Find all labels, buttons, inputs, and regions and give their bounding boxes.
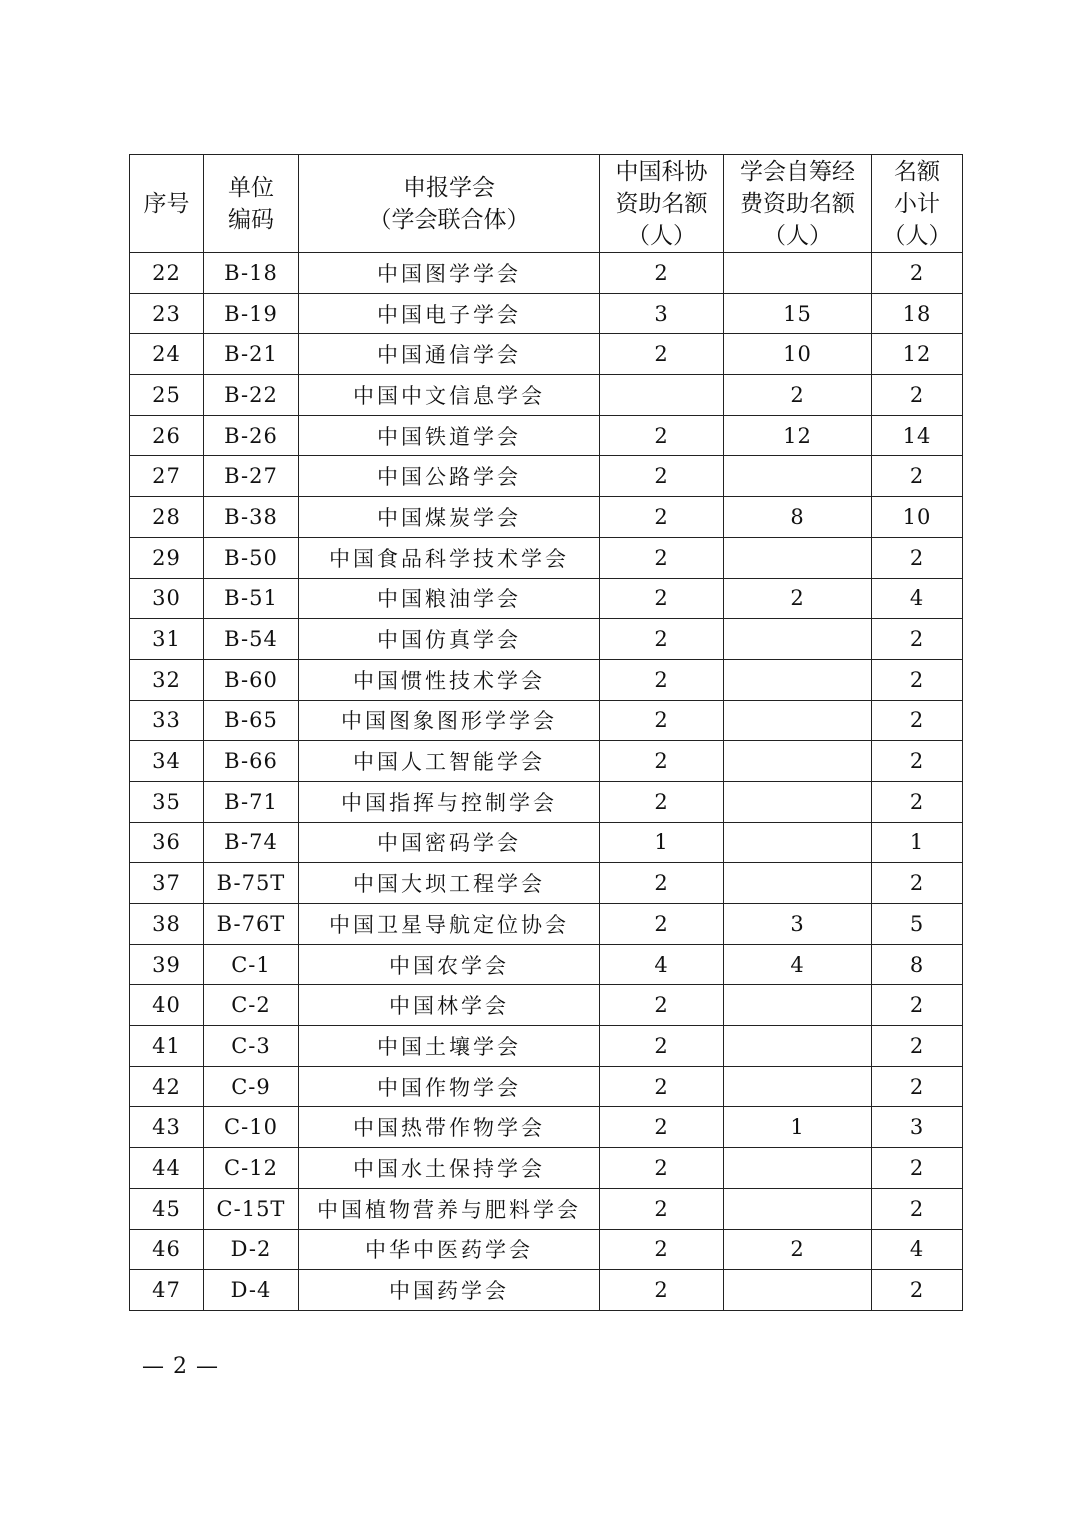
cell-self-funded-quota [724,456,872,497]
cell-cast-funded-quota: 2 [600,700,724,741]
cell-cast-funded-quota: 2 [600,1066,724,1107]
cell-seq: 44 [130,1148,204,1189]
cell-unit-code: B-50 [204,537,299,578]
cell-society-name: 中国惯性技术学会 [299,659,600,700]
cell-self-funded-quota [724,1066,872,1107]
cell-seq: 34 [130,741,204,782]
table-row [130,537,963,578]
cell-society-name: 中国药学会 [299,1270,600,1311]
cell-unit-code: C-1 [204,944,299,985]
header-line: （人） [882,222,952,249]
cell-seq: 39 [130,944,204,985]
table-row [130,578,963,619]
cell-unit-code: B-60 [204,659,299,700]
cell-self-funded-quota [724,537,872,578]
cell-unit-code: B-75T [204,863,299,904]
cell-seq: 42 [130,1066,204,1107]
cell-self-funded-quota [724,1188,872,1229]
table-row [130,904,963,945]
cell-society-name: 中国电子学会 [299,293,600,334]
cell-unit-code: C-12 [204,1148,299,1189]
cell-cast-funded-quota: 2 [600,741,724,782]
cell-seq: 24 [130,334,204,375]
cell-society-name: 中国作物学会 [299,1066,600,1107]
cell-unit-code: B-22 [204,375,299,416]
header-line: 小计 [894,190,940,217]
cell-self-funded-quota [724,1026,872,1067]
cell-subtotal: 4 [872,578,963,619]
cell-seq: 22 [130,253,204,294]
cell-self-funded-quota: 12 [724,415,872,456]
cell-society-name: 中国图象图形学学会 [299,700,600,741]
cell-self-funded-quota [724,741,872,782]
cell-society-name: 中国公路学会 [299,456,600,497]
header-self-funded-quota [724,155,872,253]
cell-self-funded-quota: 4 [724,944,872,985]
cell-society-name: 中国人工智能学会 [299,741,600,782]
cell-subtotal: 3 [872,1107,963,1148]
header-unit-code [204,155,299,253]
cell-society-name: 中国热带作物学会 [299,1107,600,1148]
table-row [130,741,963,782]
cell-society-name: 中国林学会 [299,985,600,1026]
cell-society-name: 中国植物营养与肥料学会 [299,1188,600,1229]
cell-society-name: 中国水土保持学会 [299,1148,600,1189]
cell-self-funded-quota: 2 [724,578,872,619]
cell-seq: 27 [130,456,204,497]
table-row [130,700,963,741]
cell-subtotal: 2 [872,456,963,497]
table-row [130,1026,963,1067]
cell-subtotal: 1 [872,822,963,863]
cell-seq: 30 [130,578,204,619]
cell-society-name: 中国大坝工程学会 [299,863,600,904]
cell-self-funded-quota [724,619,872,660]
cell-seq: 33 [130,700,204,741]
cell-cast-funded-quota: 2 [600,619,724,660]
cell-seq: 28 [130,497,204,538]
cell-cast-funded-quota: 1 [600,822,724,863]
cell-self-funded-quota: 3 [724,904,872,945]
table-row [130,456,963,497]
cell-society-name: 中国密码学会 [299,822,600,863]
page-number: — 2 — [142,1354,219,1379]
cell-self-funded-quota: 2 [724,375,872,416]
cell-subtotal: 8 [872,944,963,985]
cell-self-funded-quota: 8 [724,497,872,538]
cell-seq: 46 [130,1229,204,1270]
cell-unit-code: C-10 [204,1107,299,1148]
cell-subtotal: 2 [872,659,963,700]
cell-self-funded-quota [724,781,872,822]
cell-subtotal: 2 [872,781,963,822]
table-row [130,659,963,700]
cell-cast-funded-quota: 2 [600,863,724,904]
cell-cast-funded-quota: 2 [600,659,724,700]
table-row [130,944,963,985]
table-row [130,1188,963,1229]
cell-unit-code: C-9 [204,1066,299,1107]
table-body [130,253,963,1311]
cell-seq: 45 [130,1188,204,1229]
cell-seq: 36 [130,822,204,863]
cell-self-funded-quota: 10 [724,334,872,375]
cell-self-funded-quota [724,1148,872,1189]
cell-unit-code: C-3 [204,1026,299,1067]
cell-cast-funded-quota: 2 [600,537,724,578]
cell-unit-code: B-65 [204,700,299,741]
cell-seq: 29 [130,537,204,578]
cell-self-funded-quota [724,700,872,741]
table-row [130,619,963,660]
cell-society-name: 中国中文信息学会 [299,375,600,416]
cell-unit-code: B-76T [204,904,299,945]
cell-subtotal: 10 [872,497,963,538]
cell-society-name: 中国图学学会 [299,253,600,294]
cell-society-name: 中国卫星导航定位协会 [299,904,600,945]
cell-self-funded-quota [724,659,872,700]
quota-table [129,154,963,1311]
cell-society-name: 中国煤炭学会 [299,497,600,538]
cell-cast-funded-quota: 2 [600,781,724,822]
cell-self-funded-quota: 1 [724,1107,872,1148]
cell-society-name: 中国土壤学会 [299,1026,600,1067]
cell-subtotal: 2 [872,1270,963,1311]
cell-cast-funded-quota: 2 [600,1148,724,1189]
cell-seq: 37 [130,863,204,904]
cell-society-name: 中国仿真学会 [299,619,600,660]
header-line: 资助名额 [615,190,708,217]
header-line: （人） [627,222,696,249]
cell-cast-funded-quota: 2 [600,456,724,497]
cell-subtotal: 5 [872,904,963,945]
cell-unit-code: B-27 [204,456,299,497]
cell-society-name: 中国指挥与控制学会 [299,781,600,822]
cell-unit-code: B-74 [204,822,299,863]
cell-seq: 41 [130,1026,204,1067]
cell-society-name: 中国农学会 [299,944,600,985]
table-row [130,253,963,294]
cell-cast-funded-quota: 2 [600,985,724,1026]
cell-subtotal: 2 [872,619,963,660]
header-cast-funded-quota [600,155,724,253]
cell-cast-funded-quota: 2 [600,1229,724,1270]
table-row [130,497,963,538]
cell-cast-funded-quota: 2 [600,1107,724,1148]
cell-seq: 31 [130,619,204,660]
cell-society-name: 中国铁道学会 [299,415,600,456]
table-row [130,334,963,375]
cell-society-name: 中国粮油学会 [299,578,600,619]
cell-seq: 43 [130,1107,204,1148]
cell-subtotal: 2 [872,1026,963,1067]
cell-unit-code: D-2 [204,1229,299,1270]
cell-cast-funded-quota: 4 [600,944,724,985]
cell-subtotal: 4 [872,1229,963,1270]
header-line: （人） [763,222,832,249]
cell-seq: 35 [130,781,204,822]
table-row [130,985,963,1026]
cell-unit-code: B-21 [204,334,299,375]
cell-unit-code: C-15T [204,1188,299,1229]
cell-subtotal: 2 [872,741,963,782]
table-row [130,375,963,416]
cell-subtotal: 2 [872,1148,963,1189]
cell-unit-code: B-19 [204,293,299,334]
table-header-row [130,155,963,253]
table-row [130,1066,963,1107]
cell-unit-code: B-26 [204,415,299,456]
cell-cast-funded-quota: 3 [600,293,724,334]
cell-subtotal: 2 [872,985,963,1026]
cell-unit-code: B-71 [204,781,299,822]
cell-subtotal: 2 [872,1188,963,1229]
table-row [130,293,963,334]
table-row [130,1270,963,1311]
cell-seq: 32 [130,659,204,700]
cell-cast-funded-quota: 2 [600,1270,724,1311]
cell-society-name: 中华中医药学会 [299,1229,600,1270]
cell-unit-code: B-51 [204,578,299,619]
cell-cast-funded-quota: 2 [600,253,724,294]
header-line: 学会自筹经 [740,158,855,185]
cell-society-name: 中国通信学会 [299,334,600,375]
cell-subtotal: 18 [872,293,963,334]
cell-seq: 47 [130,1270,204,1311]
cell-subtotal: 2 [872,375,963,416]
header-line: 中国科协 [615,158,708,185]
cell-self-funded-quota: 2 [724,1229,872,1270]
cell-cast-funded-quota [600,375,724,416]
table-row [130,1148,963,1189]
cell-self-funded-quota [724,253,872,294]
cell-unit-code: B-66 [204,741,299,782]
cell-unit-code: B-18 [204,253,299,294]
cell-cast-funded-quota: 2 [600,334,724,375]
cell-cast-funded-quota: 2 [600,1188,724,1229]
header-seq [130,155,204,253]
cell-self-funded-quota [724,985,872,1026]
header-line: 费资助名额 [740,190,855,217]
table-row [130,1229,963,1270]
cell-unit-code: D-4 [204,1270,299,1311]
cell-cast-funded-quota: 2 [600,497,724,538]
header-line: 编码 [228,206,274,233]
header-line: 名额 [894,158,940,185]
cell-subtotal: 2 [872,253,963,294]
cell-seq: 26 [130,415,204,456]
cell-unit-code: B-38 [204,497,299,538]
cell-self-funded-quota [724,1270,872,1311]
cell-cast-funded-quota: 2 [600,415,724,456]
table-row [130,822,963,863]
header-line: 序号 [143,190,190,217]
table-row [130,781,963,822]
header-subtotal [872,155,963,253]
cell-subtotal: 2 [872,537,963,578]
header-line: 单位 [228,174,274,201]
cell-subtotal: 2 [872,700,963,741]
cell-subtotal: 2 [872,863,963,904]
cell-subtotal: 2 [872,1066,963,1107]
table-row [130,415,963,456]
cell-self-funded-quota: 15 [724,293,872,334]
header-line: 申报学会 [403,174,495,201]
cell-cast-funded-quota: 2 [600,578,724,619]
cell-subtotal: 14 [872,415,963,456]
table-row [130,863,963,904]
header-society [299,155,600,253]
cell-unit-code: C-2 [204,985,299,1026]
cell-cast-funded-quota: 2 [600,904,724,945]
table-row [130,1107,963,1148]
cell-cast-funded-quota: 2 [600,1026,724,1067]
cell-society-name: 中国食品科学技术学会 [299,537,600,578]
cell-seq: 23 [130,293,204,334]
cell-subtotal: 12 [872,334,963,375]
cell-seq: 38 [130,904,204,945]
cell-seq: 25 [130,375,204,416]
cell-self-funded-quota [724,863,872,904]
cell-unit-code: B-54 [204,619,299,660]
header-line: （学会联合体） [368,206,530,233]
cell-self-funded-quota [724,822,872,863]
cell-seq: 40 [130,985,204,1026]
